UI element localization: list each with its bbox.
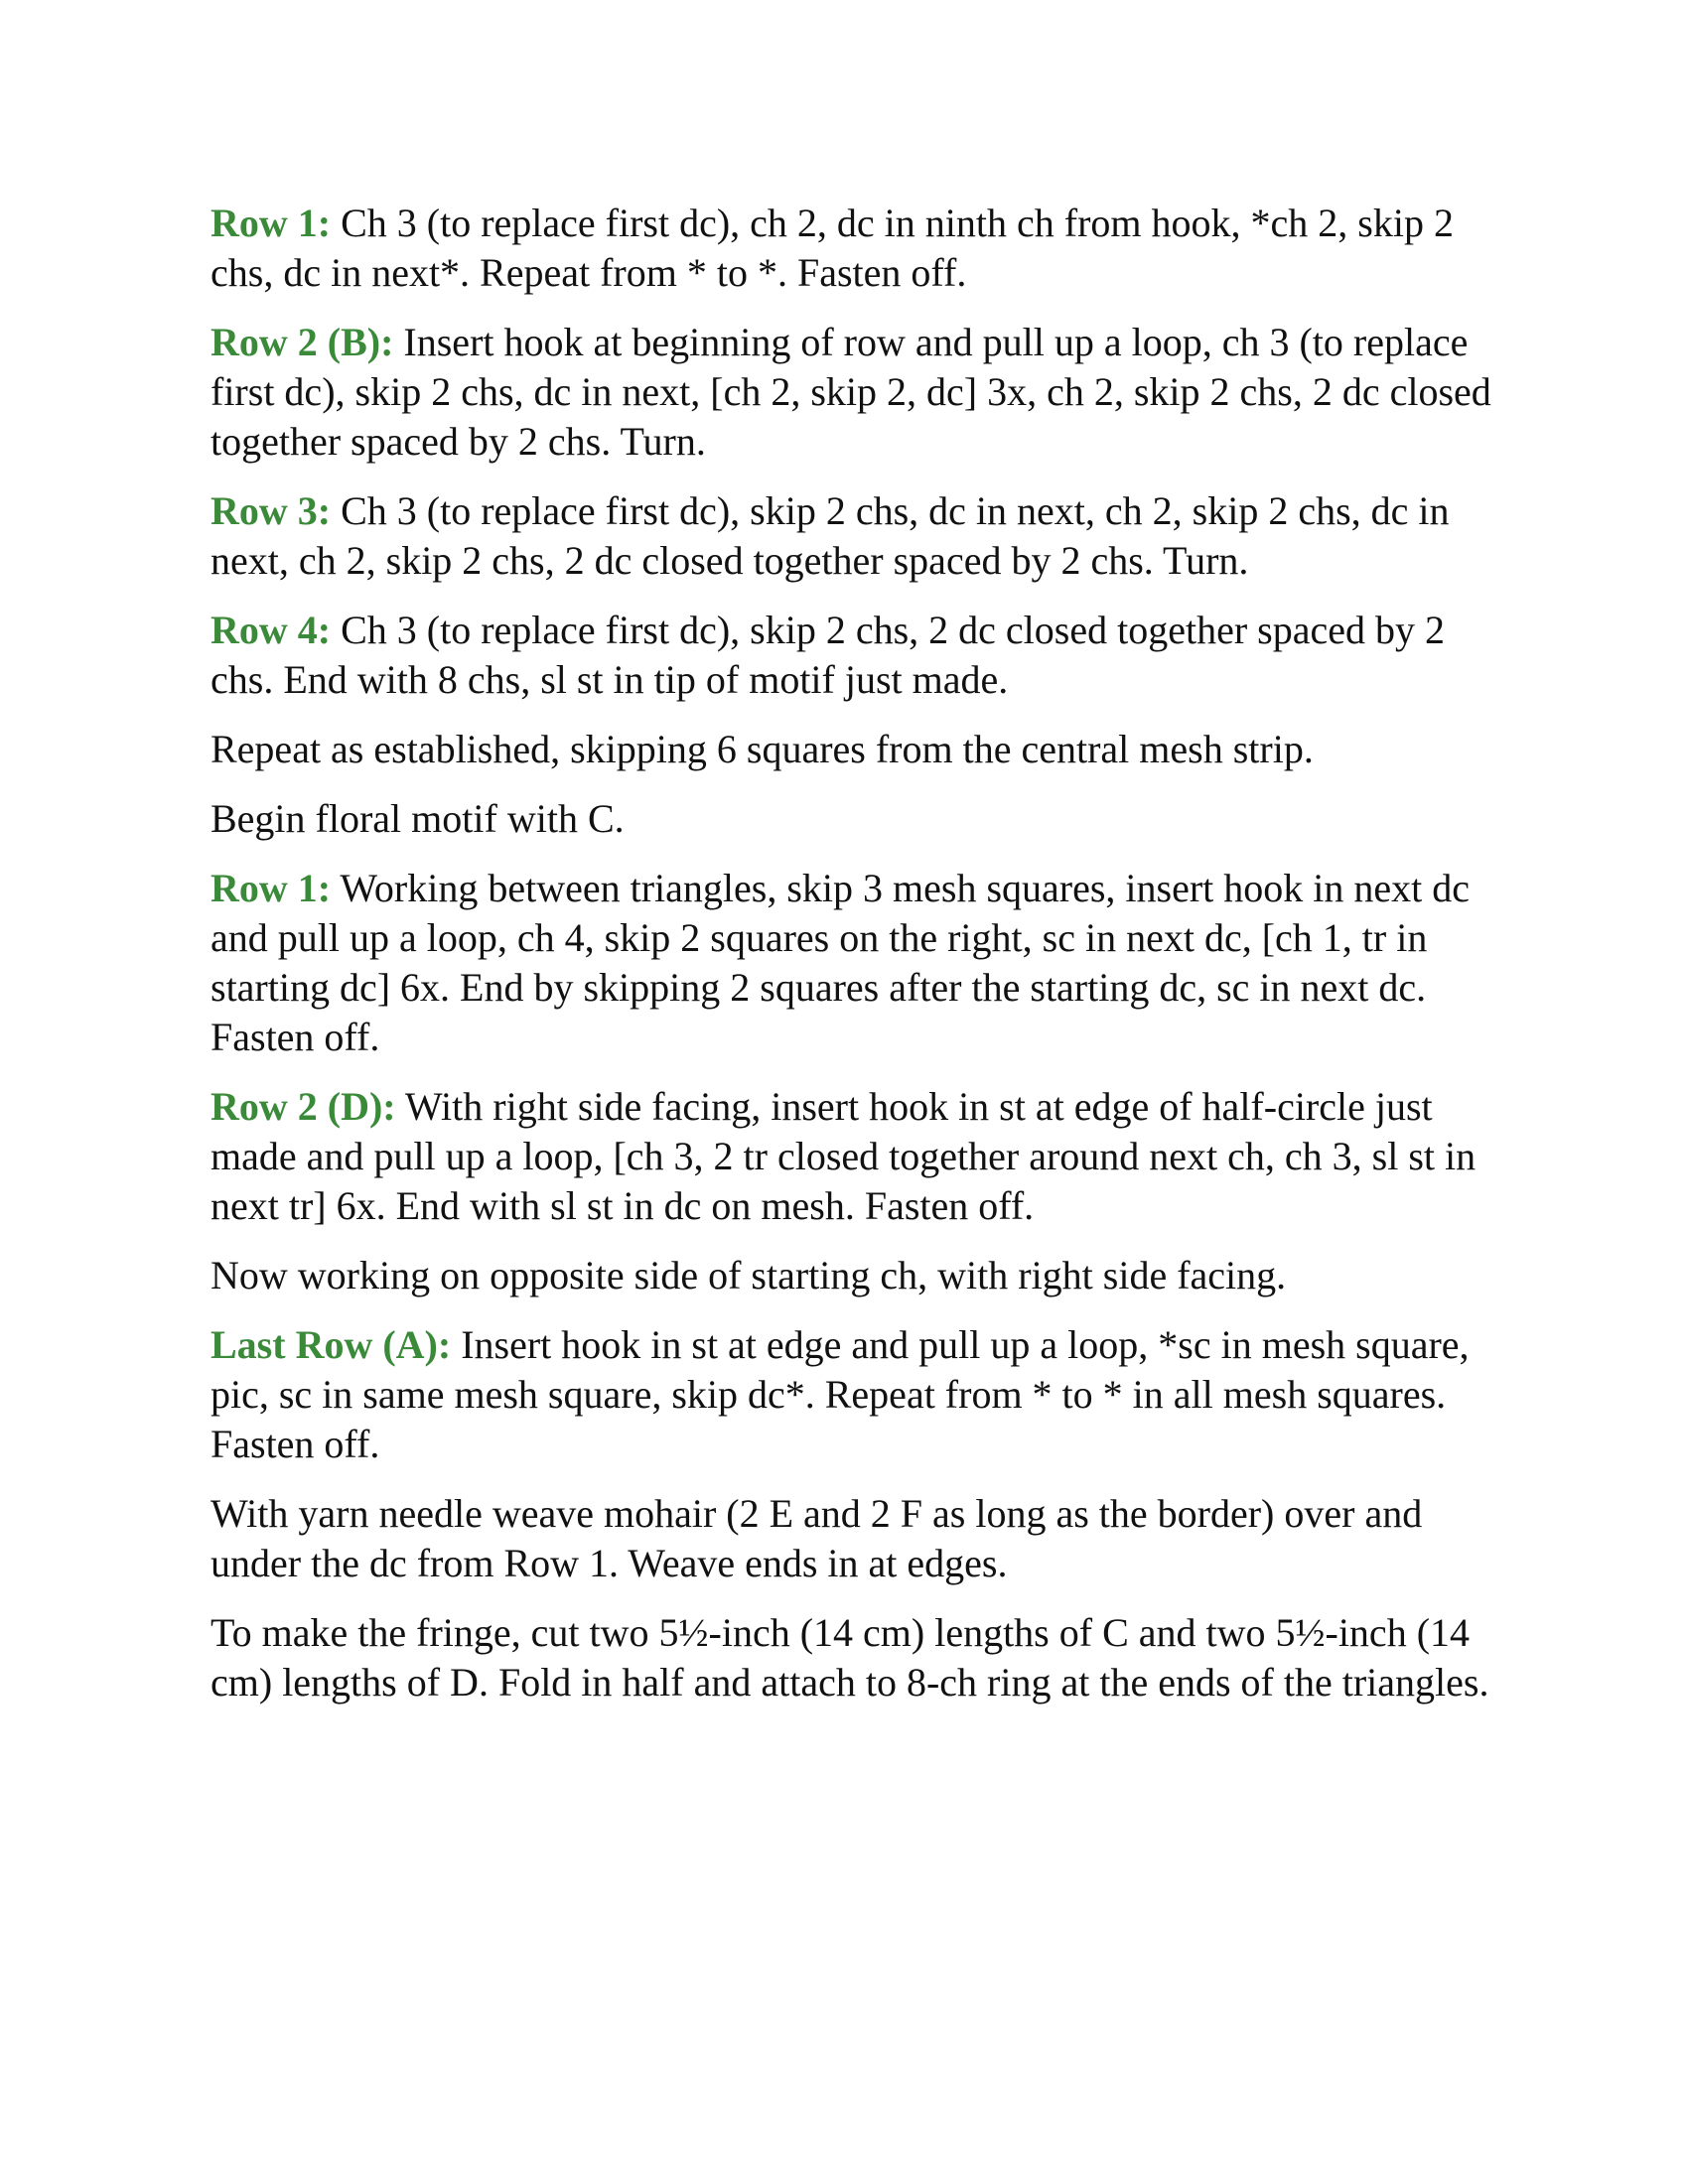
- paragraph-text: With yarn needle weave mohair (2 E and 2 F as long as the border) over and under the dc from Row 1. Weave ends in at edges.: [211, 1491, 1423, 1585]
- paragraph-floral-row-1: [211, 864, 1501, 1062]
- paragraph-row-1: [211, 199, 1501, 298]
- paragraph-repeat: [211, 725, 1501, 774]
- paragraph-opposite-side: [211, 1251, 1501, 1300]
- row-label: Last Row (A):: [211, 1322, 452, 1367]
- paragraph-fringe: [211, 1608, 1501, 1707]
- paragraph-text: Insert hook at beginning of row and pull up a loop, ch 3 (to replace first dc), skip 2 chs, dc in next, [ch 2, skip 2, dc] 3x, ch 2, skip 2 chs, 2 dc closed together spaced by 2 chs. Turn.: [211, 320, 1491, 464]
- paragraph-text: Now working on opposite side of starting ch, with right side facing.: [211, 1253, 1287, 1297]
- row-label: Row 1:: [211, 201, 332, 245]
- paragraph-weave-mohair: [211, 1489, 1501, 1588]
- paragraph-text: Working between triangles, skip 3 mesh squares, insert hook in next dc and pull up a loop, ch 4, skip 2 squares on the right, sc in next dc, [ch 1, tr in starting dc] 6x. End by skipping 2 squares after the starting dc, sc in next dc. Fasten off.: [211, 866, 1471, 1059]
- paragraph-text: Ch 3 (to replace first dc), skip 2 chs, 2 dc closed together spaced by 2 chs. End with 8 chs, sl st in tip of motif just made.: [211, 608, 1445, 702]
- paragraph-text: With right side facing, insert hook in st at edge of half-circle just made and pull up a loop, [ch 3, 2 tr closed together around next ch, ch 3, sl st in next tr] 6x. End with sl st in dc on mesh. Fasten off.: [211, 1084, 1477, 1228]
- row-label: Row 1:: [211, 866, 332, 910]
- paragraph-text: Ch 3 (to replace first dc), skip 2 chs, dc in next, ch 2, skip 2 chs, dc in next, ch 2, skip 2 chs, 2 dc closed together spaced by 2 chs. Turn.: [211, 488, 1450, 583]
- paragraph-floral-row-2-d: [211, 1082, 1501, 1231]
- paragraph-text: Begin floral motif with C.: [211, 796, 625, 841]
- paragraph-floral-motif: [211, 794, 1501, 844]
- document-page: [211, 199, 1501, 1727]
- paragraph-text: Insert hook in st at edge and pull up a loop, *sc in mesh square, pic, sc in same mesh square, skip dc*. Repeat from * to * in all mesh squares. Fasten off.: [211, 1322, 1470, 1466]
- paragraph-row-2-b: [211, 318, 1501, 467]
- row-label: Row 2 (D):: [211, 1084, 396, 1129]
- row-label: Row 3:: [211, 488, 332, 533]
- paragraph-row-3: [211, 486, 1501, 586]
- row-label: Row 4:: [211, 608, 332, 652]
- paragraph-text: To make the fringe, cut two 5½-inch (14 cm) lengths of C and two 5½-inch (14 cm) lengths of D. Fold in half and attach to 8-ch ring at the ends of the triangles.: [211, 1610, 1489, 1705]
- paragraph-text: Ch 3 (to replace first dc), ch 2, dc in ninth ch from hook, *ch 2, skip 2 chs, dc in next*. Repeat from * to *. Fasten off.: [211, 201, 1454, 295]
- paragraph-text: Repeat as established, skipping 6 squares from the central mesh strip.: [211, 727, 1314, 771]
- paragraph-row-4: [211, 606, 1501, 705]
- paragraph-last-row-a: [211, 1320, 1501, 1469]
- row-label: Row 2 (B):: [211, 320, 394, 364]
